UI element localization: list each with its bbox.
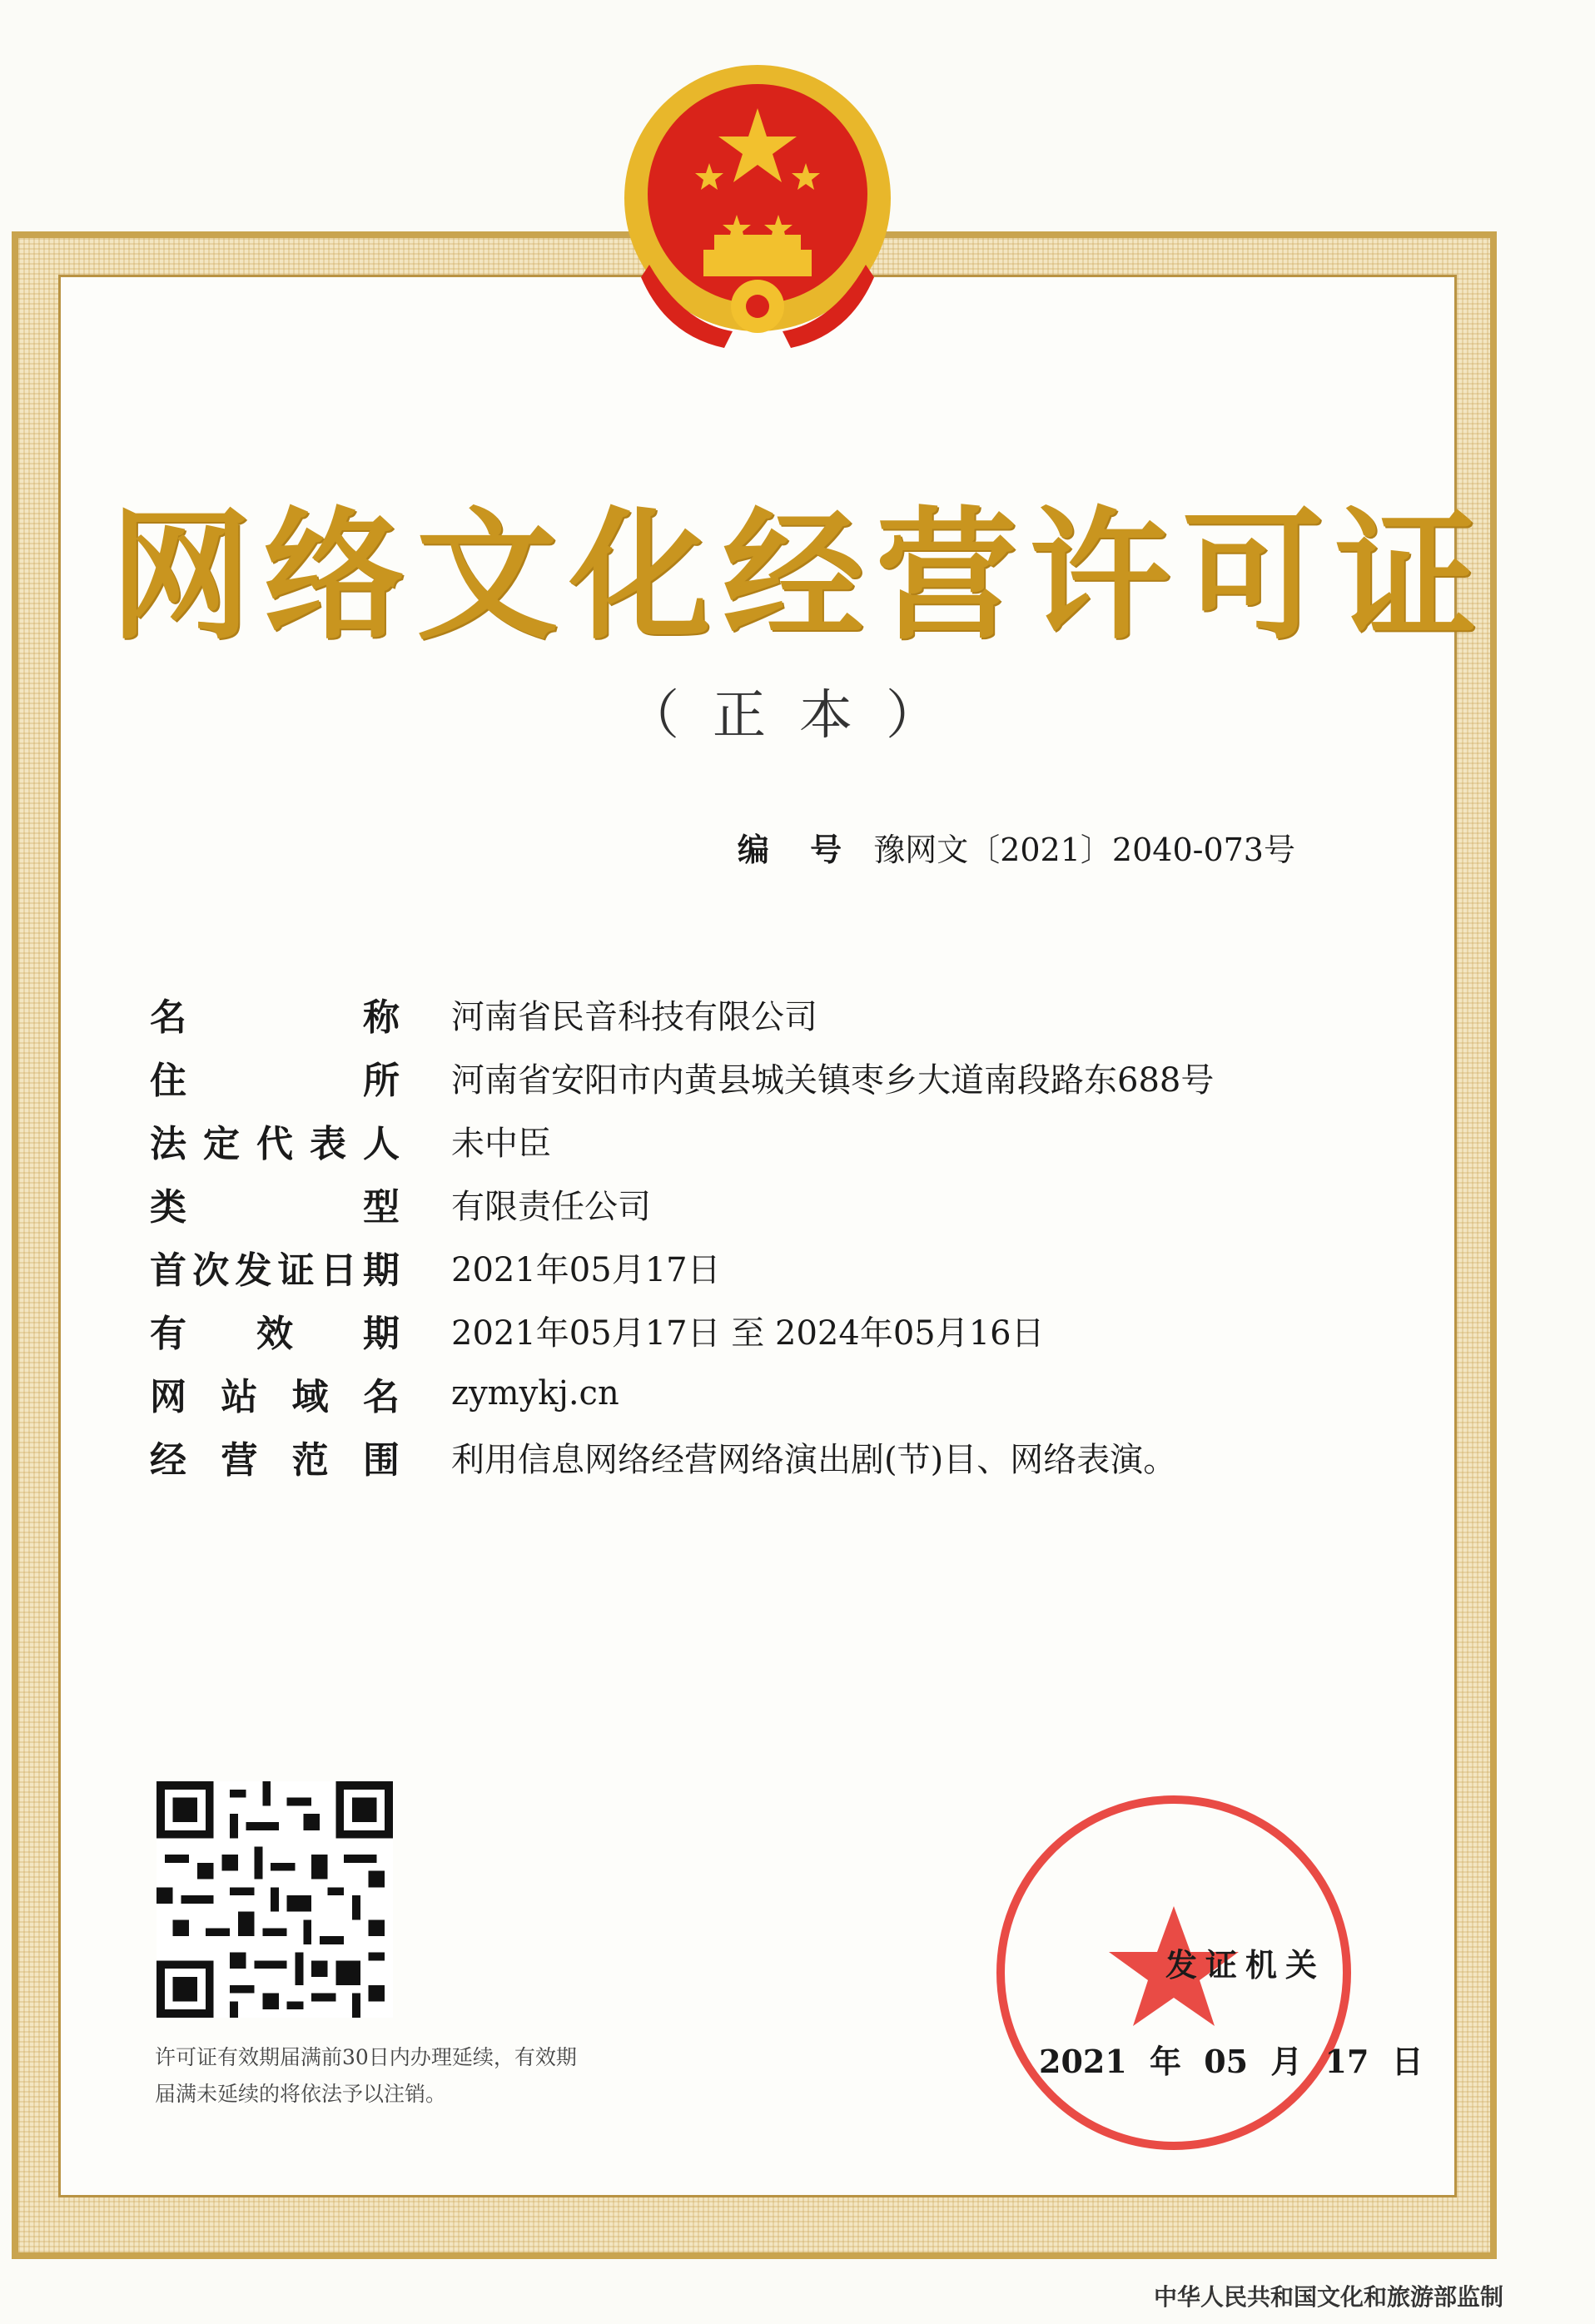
field-value: 河南省民音科技有限公司: [451, 997, 817, 1036]
field-label: 首 次 发 证 日 期: [150, 1249, 400, 1292]
field-value: 河南省安阳市内黄县城关镇枣乡大道南段路东688号: [451, 1060, 1215, 1100]
website-domain: zymykj.cn: [451, 1374, 619, 1413]
field-value: 未中臣: [451, 1124, 551, 1163]
serial-value: 豫网文〔2021〕2040-073号: [873, 832, 1295, 868]
issue-date: 2021 年 05 月 17 日: [1039, 2043, 1424, 2080]
field-label: 经 营 范 围: [150, 1439, 400, 1482]
field-value: 2021年05月17日: [451, 1250, 721, 1289]
field-label: 住 所: [150, 1060, 400, 1102]
field-row: [150, 1045, 1399, 1109]
field-value: 2021年05月17日 至 2024年05月16日: [451, 1313, 1045, 1353]
field-row: [150, 1362, 1399, 1425]
field-value: 利用信息网络经营网络演出剧(节)目、网络表演。: [451, 1440, 1177, 1479]
field-label: 名 称: [150, 996, 400, 1039]
field-row: [150, 1109, 1399, 1172]
field-row: [150, 1299, 1399, 1362]
validity-note: 许可证有效期届满前30日内办理延续，有效期届满未延续的将依法予以注销。: [155, 2045, 577, 2106]
field-label: 法 定 代 表 人: [150, 1123, 400, 1165]
supervisor-footer: 中华人民共和国文化和旅游部监制: [1153, 2283, 1503, 2311]
certificate-fields: [150, 982, 1399, 1488]
serial-label: 编 号: [737, 831, 857, 868]
certificate-subtitle: （正本）: [626, 685, 972, 747]
field-row: [150, 1172, 1399, 1235]
certificate-title: 网络文化经营许可证: [109, 493, 1488, 659]
national-emblem-icon: [616, 57, 899, 356]
field-row: [150, 1235, 1399, 1299]
field-label: 类 型: [150, 1186, 400, 1229]
field-row: [150, 982, 1399, 1045]
field-label: 有 效 期: [150, 1313, 400, 1355]
serial-number: [738, 824, 1295, 870]
field-label: 网 站 域 名: [150, 1376, 400, 1418]
field-value: 有限责任公司: [451, 1187, 651, 1226]
field-row: [150, 1425, 1399, 1488]
issuing-authority: 发证机关: [1165, 1946, 1326, 1984]
qr-code-icon: [157, 1781, 393, 2018]
